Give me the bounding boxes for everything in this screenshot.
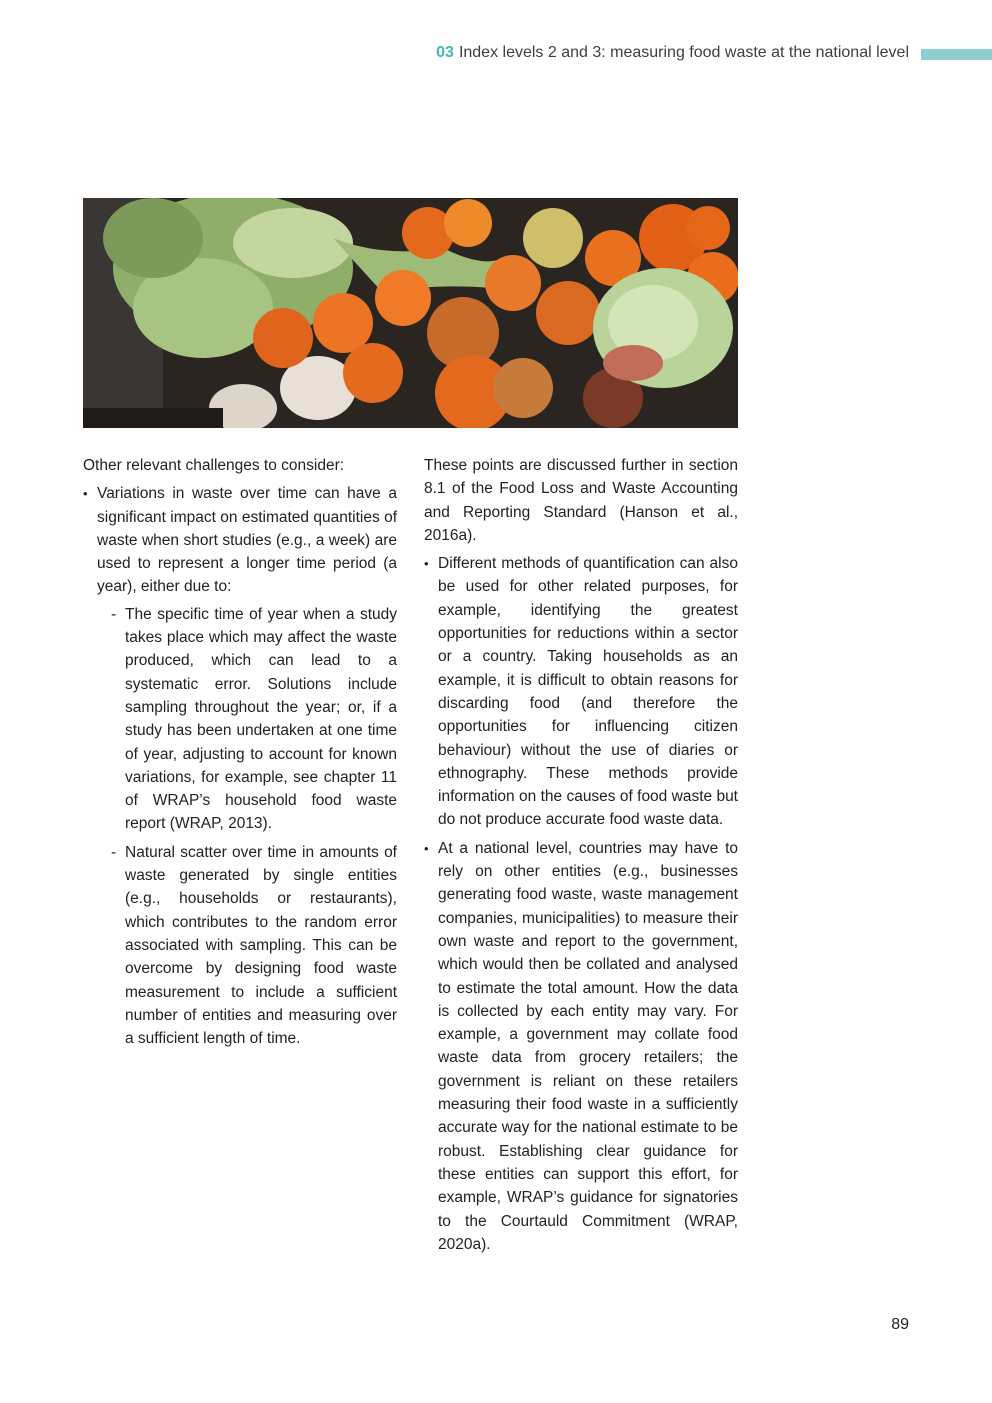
chapter-number: 03 [436,44,454,61]
page-header [0,42,992,66]
list-item: • At a national level, countries may have to rely on other entities (e.g., businesses generating food waste, waste management companies, municipalities) to measure their own waste and report to the government, which would then be collated and analysed to estimate the total amount. How the data is collected by each entity may vary. For example, a government may collate food waste data from grocery retailers; the government is reliant on these retailers measuring their food waste in a sufficiently accurate way for the national estimate to be robust. Establishing clear guidance for these entities can support this effort, for example, WRAP’s guidance for signatories to the Courtauld Commitment (WRAP, 2020a). [424,837,738,1256]
list-item [83,482,397,1050]
food-waste-photo [83,198,738,428]
sub-list-item: - The specific time of year when a study takes place which may affect the waste produced, which can lead to a systematic error. Solutions include sampling throughout the year; or, if a study has been undertaken at one time of year, adjusting to account for known variations, for example, see chapter 11 of WRAP’s household food waste report (WRAP, 2013). [97,603,397,836]
right-column [424,454,738,1261]
bullet-text: Variations in waste over time can have a significant impact on estimated quantities of waste when short studies (e.g., a week) are used to represent a longer time period (a year), either due to: [97,485,397,596]
right-intro: These points are discussed further in section 8.1 of the Food Loss and Waste Accounting and Reporting Standard (Hanson et al., 2016a). [424,457,738,544]
chapter-title: Index levels 2 and 3: measuring food waste at the national level [458,44,909,61]
header-accent-bar [921,49,992,60]
right-bullet-list [424,552,738,1256]
sub-list [97,603,397,1051]
page-number: 89 [891,1316,909,1333]
left-bullet-list [83,482,397,1050]
left-column [83,454,397,1055]
list-item: • Different methods of quantification can also be used for other related purposes, for example, identifying the greatest opportunities for reductions within a sector or a country. Taking households as an example, it is difficult to obtain reasons for discarding food (and therefore the opportunities for influencing citizen behaviour) without the use of diaries or ethnography. These methods provide information on the causes of food waste but do not produce accurate food waste data. [424,552,738,832]
sub-list-item: - Natural scatter over time in amounts of waste generated by single entities (e.g., households or restaurants), which contributes to the random error associated with sampling. This can be overcome by designing food waste measurement to include a sufficient number of entities and measuring over a sufficient length of time. [97,841,397,1051]
running-header [436,44,909,62]
left-intro: Other relevant challenges to consider: [83,457,345,474]
